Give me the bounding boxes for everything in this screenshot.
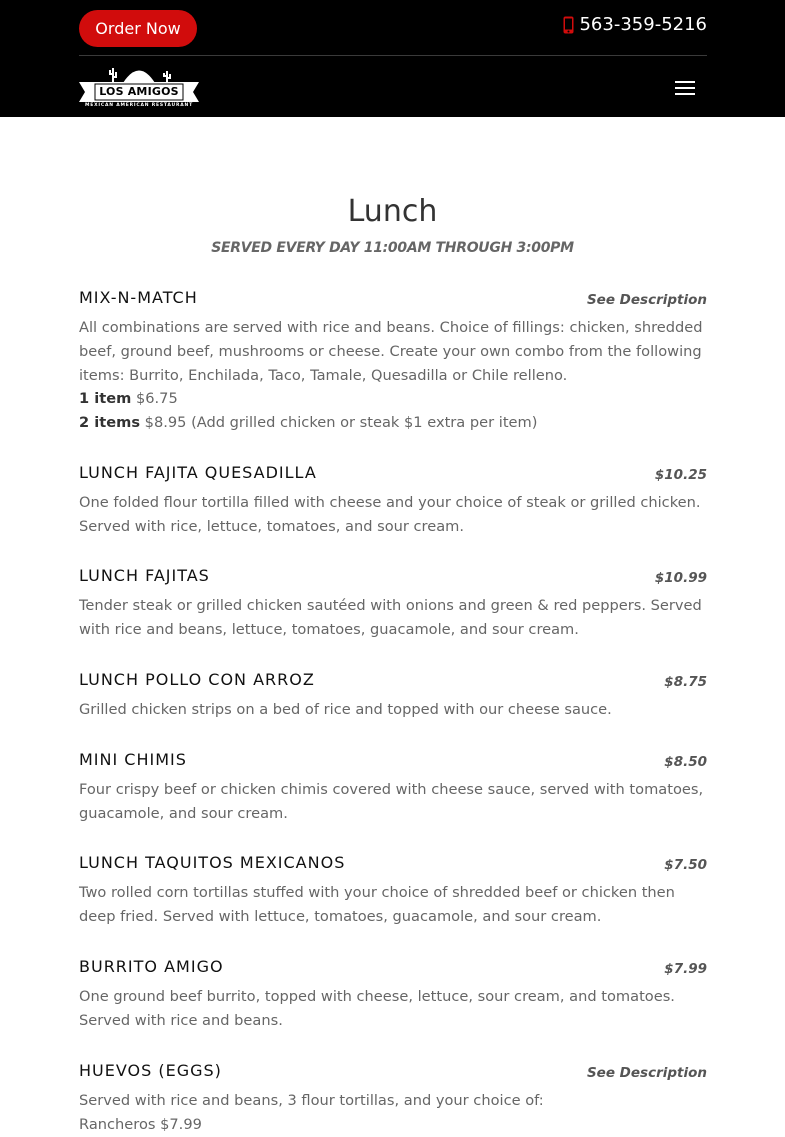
item-description: Tender steak or grilled chicken sautéed with onions and green & red peppers. Served with rice and beans, lettuce, tomatoes, guacamole, and sour cream. bbox=[79, 597, 702, 638]
item-name: LUNCH FAJITA QUESADILLA bbox=[79, 463, 317, 482]
menu-hamburger-icon[interactable] bbox=[675, 81, 695, 95]
mobile-phone-icon bbox=[563, 16, 574, 34]
item-name: LUNCH FAJITAS bbox=[79, 566, 210, 585]
page-title: Lunch bbox=[347, 194, 438, 229]
item-name: BURRITO AMIGO bbox=[79, 957, 224, 976]
item-description: Two rolled corn tortillas stuffed with your choice of shredded beef or chicken then deep fried. Served with lettuce, tomatoes, guacamole, and sour cream. bbox=[79, 884, 675, 925]
item-option-label: 2 items bbox=[79, 414, 141, 432]
menu-item-mini-chimis bbox=[79, 749, 707, 826]
menu-item-burrito-amigo bbox=[79, 956, 707, 1033]
menu-item-lunch-pollo-con-arroz bbox=[79, 669, 707, 722]
menu-item-huevos bbox=[79, 1060, 707, 1137]
site-header bbox=[0, 0, 785, 117]
item-price: $10.99 bbox=[654, 570, 707, 586]
logo-name: LOS AMIGOS bbox=[99, 85, 179, 98]
item-name: LUNCH POLLO CON ARROZ bbox=[79, 670, 315, 689]
item-option-price: $8.95 (Add grilled chicken or steak $1 extra per item) bbox=[144, 414, 538, 432]
item-name: LUNCH TAQUITOS MEXICANOS bbox=[79, 853, 346, 872]
item-name: HUEVOS (EGGS) bbox=[79, 1061, 222, 1080]
item-description bbox=[79, 316, 707, 435]
item-name: MINI CHIMIS bbox=[79, 750, 187, 769]
item-option-line bbox=[79, 411, 707, 435]
item-price: See Description bbox=[586, 292, 707, 308]
item-price: $7.50 bbox=[664, 857, 707, 873]
phone-number[interactable]: 563-359-5216 bbox=[579, 14, 707, 35]
menu-item-lunch-fajitas bbox=[79, 565, 707, 642]
menu-item-lunch-taquitos-mexicanos bbox=[79, 852, 707, 929]
item-price: $8.75 bbox=[664, 674, 707, 690]
item-option-line bbox=[79, 387, 707, 411]
item-price: $10.25 bbox=[654, 467, 707, 483]
item-description-text: Served with rice and beans, 3 flour tortillas, and your choice of: bbox=[79, 1092, 544, 1109]
order-now-button[interactable]: Order Now bbox=[79, 10, 197, 47]
item-option-line: Rancheros $7.99 bbox=[79, 1115, 202, 1133]
item-option-price: $6.75 bbox=[135, 390, 178, 408]
item-description: One folded flour tortilla filled with cheese and your choice of steak or grilled chicken. Served with rice, lettuce, tomatoes, and sour cream. bbox=[79, 494, 701, 535]
item-description: Grilled chicken strips on a bed of rice and topped with our cheese sauce. bbox=[79, 701, 612, 718]
item-price: $7.99 bbox=[664, 961, 707, 977]
menu-item-lunch-fajita-quesadilla bbox=[79, 462, 707, 539]
item-description-text: All combinations are served with rice and beans. Choice of fillings: chicken, shredded beef, ground beef, mushrooms or cheese. Create your own combo from the following items: Burrito, Enchilada, Taco, Tamale, Quesadilla or Chile relleno. bbox=[79, 319, 703, 384]
header-divider bbox=[79, 55, 707, 56]
item-description: One ground beef burrito, topped with cheese, lettuce, sour cream, and tomatoes. Served with rice and beans. bbox=[79, 988, 675, 1029]
menu-item-mix-n-match bbox=[79, 287, 707, 435]
item-price: $8.50 bbox=[664, 754, 707, 770]
item-description: Four crispy beef or chicken chimis covered with cheese sauce, served with tomatoes, guacamole, and sour cream. bbox=[79, 781, 704, 822]
item-price: See Description bbox=[586, 1065, 707, 1081]
phone-link[interactable] bbox=[563, 13, 707, 37]
page-subtitle: SERVED EVERY DAY 11:00AM THROUGH 3:00PM bbox=[211, 240, 574, 256]
logo[interactable] bbox=[79, 60, 199, 112]
item-name: MIX-N-MATCH bbox=[79, 288, 198, 307]
logo-tagline: MEXICAN AMERICAN RESTAURANT bbox=[85, 103, 193, 108]
item-description bbox=[79, 1089, 707, 1137]
item-option-label: 1 item bbox=[79, 390, 132, 408]
